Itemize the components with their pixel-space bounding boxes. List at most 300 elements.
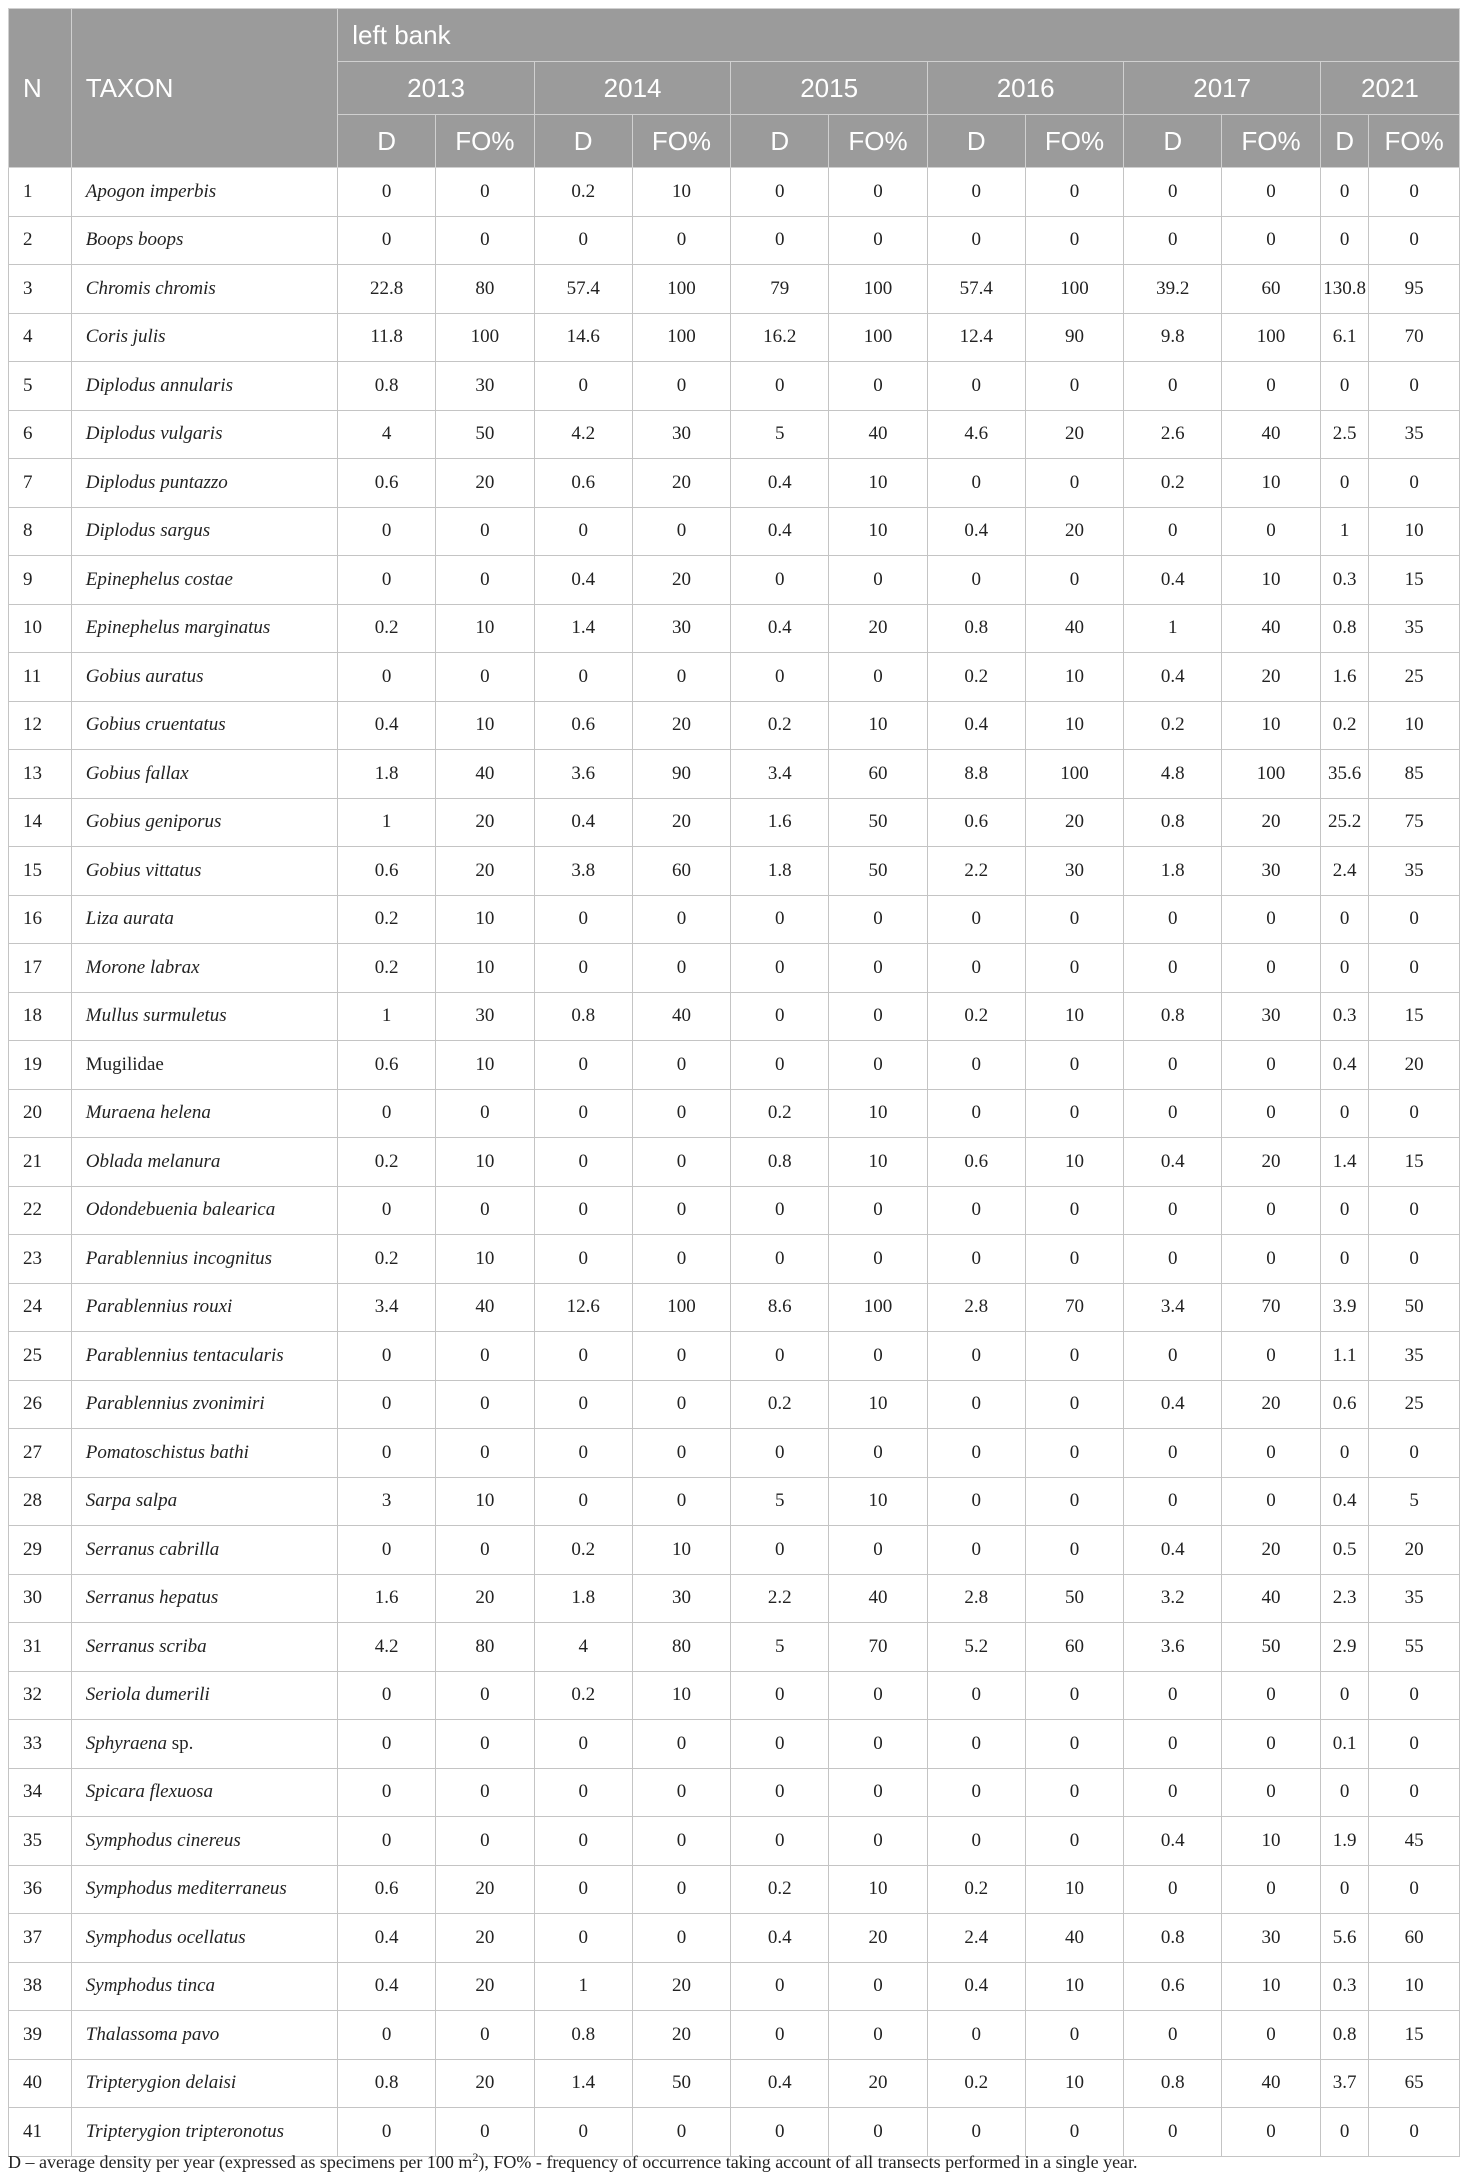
taxon-name [71, 1574, 338, 1623]
cell-d-2014: 0.6 [534, 701, 632, 750]
table-row [9, 459, 1460, 508]
taxon-name-text: Sphyraena [85, 1732, 168, 1754]
cell-d-2021: 3.9 [1320, 1283, 1368, 1332]
cell-fo-2016: 0 [1025, 1720, 1124, 1769]
cell-fo-2021: 15 [1369, 2011, 1460, 2060]
cell-d-2015: 0 [731, 1526, 829, 1575]
cell-fo-2016: 0 [1025, 362, 1124, 411]
cell-d-2014: 0 [534, 1380, 632, 1429]
cell-fo-2013: 80 [436, 265, 535, 314]
header-year-2017: 2017 [1124, 62, 1321, 115]
cell-d-2015: 5 [731, 410, 829, 459]
cell-fo-2014: 20 [632, 1962, 731, 2011]
taxon-name [71, 1283, 338, 1332]
cell-d-2016: 2.2 [927, 847, 1025, 896]
table-body [9, 168, 1460, 2157]
cell-fo-2014: 30 [632, 1574, 731, 1623]
cell-fo-2013: 0 [436, 1671, 535, 1720]
cell-d-2013: 0.6 [338, 1041, 436, 1090]
row-number: 32 [9, 1671, 72, 1720]
table-row [9, 1089, 1460, 1138]
cell-fo-2016: 0 [1025, 944, 1124, 993]
cell-d-2021: 0 [1320, 216, 1368, 265]
cell-d-2017: 0 [1124, 1865, 1222, 1914]
cell-fo-2014: 80 [632, 1623, 731, 1672]
row-number: 10 [9, 604, 72, 653]
cell-d-2017: 0 [1124, 1041, 1222, 1090]
table-row [9, 895, 1460, 944]
cell-fo-2021: 20 [1369, 1041, 1460, 1090]
cell-fo-2014: 0 [632, 1865, 731, 1914]
cell-fo-2014: 20 [632, 798, 731, 847]
cell-d-2016: 0 [927, 1817, 1025, 1866]
cell-d-2017: 0 [1124, 1235, 1222, 1284]
header-fo-2013: FO% [436, 115, 535, 168]
table-row [9, 265, 1460, 314]
cell-d-2014: 0 [534, 1477, 632, 1526]
cell-fo-2013: 40 [436, 1283, 535, 1332]
taxon-name [71, 1089, 338, 1138]
cell-fo-2014: 30 [632, 410, 731, 459]
taxon-name [71, 1429, 338, 1478]
taxon-name-text: Diplodus vulgaris [85, 423, 223, 445]
cell-fo-2013: 10 [436, 1041, 535, 1090]
cell-d-2014: 1.8 [534, 1574, 632, 1623]
cell-fo-2021: 20 [1369, 1526, 1460, 1575]
cell-d-2017: 3.6 [1124, 1623, 1222, 1672]
cell-fo-2017: 50 [1222, 1623, 1321, 1672]
cell-d-2015: 16.2 [731, 313, 829, 362]
row-number: 39 [9, 2011, 72, 2060]
cell-d-2014: 0 [534, 216, 632, 265]
cell-d-2016: 0 [927, 168, 1025, 217]
cell-fo-2017: 30 [1222, 847, 1321, 896]
cell-fo-2017: 20 [1222, 1138, 1321, 1187]
cell-fo-2021: 35 [1369, 1332, 1460, 1381]
cell-d-2013: 0 [338, 1768, 436, 1817]
cell-fo-2014: 0 [632, 1380, 731, 1429]
cell-d-2016: 0 [927, 216, 1025, 265]
cell-d-2015: 0 [731, 1235, 829, 1284]
taxon-name [71, 1477, 338, 1526]
cell-d-2014: 0.4 [534, 556, 632, 605]
cell-d-2015: 2.2 [731, 1574, 829, 1623]
footnote-text-1: D – average density per year (expressed as specimens per 100 m [8, 2152, 473, 2172]
cell-fo-2014: 20 [632, 556, 731, 605]
cell-fo-2016: 0 [1025, 1477, 1124, 1526]
cell-d-2021: 0 [1320, 1089, 1368, 1138]
cell-fo-2016: 10 [1025, 1138, 1124, 1187]
cell-d-2016: 12.4 [927, 313, 1025, 362]
cell-d-2015: 0.2 [731, 1089, 829, 1138]
cell-fo-2015: 20 [829, 2059, 928, 2108]
cell-d-2017: 0 [1124, 362, 1222, 411]
cell-d-2014: 0 [534, 1817, 632, 1866]
cell-d-2016: 0 [927, 1526, 1025, 1575]
table-row [9, 1380, 1460, 1429]
taxon-name-text: Tripterygion tripteronotus [85, 2120, 285, 2142]
cell-fo-2016: 0 [1025, 1671, 1124, 1720]
cell-d-2016: 0.2 [927, 1865, 1025, 1914]
cell-fo-2015: 0 [829, 556, 928, 605]
cell-fo-2013: 10 [436, 1138, 535, 1187]
cell-fo-2013: 0 [436, 2011, 535, 2060]
cell-fo-2015: 10 [829, 701, 928, 750]
cell-fo-2021: 0 [1369, 2108, 1460, 2157]
taxon-name [71, 410, 338, 459]
taxon-name-text: Parablennius rouxi [85, 1296, 233, 1318]
cell-fo-2013: 20 [436, 1865, 535, 1914]
cell-fo-2017: 0 [1222, 1041, 1321, 1090]
row-number: 27 [9, 1429, 72, 1478]
taxon-name-text: Apogon imperbis [85, 180, 217, 202]
cell-fo-2021: 0 [1369, 1089, 1460, 1138]
taxon-name [71, 1186, 338, 1235]
cell-fo-2015: 0 [829, 1526, 928, 1575]
cell-d-2013: 0 [338, 1671, 436, 1720]
cell-d-2017: 0 [1124, 1720, 1222, 1769]
cell-d-2021: 2.5 [1320, 410, 1368, 459]
cell-d-2016: 0 [927, 944, 1025, 993]
cell-d-2014: 0.8 [534, 992, 632, 1041]
cell-d-2015: 0 [731, 2108, 829, 2157]
cell-fo-2017: 40 [1222, 604, 1321, 653]
cell-d-2021: 0.3 [1320, 992, 1368, 1041]
cell-d-2016: 0 [927, 2108, 1025, 2157]
row-number: 35 [9, 1817, 72, 1866]
cell-fo-2013: 0 [436, 1089, 535, 1138]
taxon-name-text: Symphodus cinereus [85, 1829, 241, 1851]
cell-fo-2014: 0 [632, 1138, 731, 1187]
table-row [9, 1671, 1460, 1720]
cell-d-2021: 0 [1320, 1186, 1368, 1235]
table-row [9, 992, 1460, 1041]
cell-fo-2013: 100 [436, 313, 535, 362]
row-number: 21 [9, 1138, 72, 1187]
taxon-name [71, 362, 338, 411]
cell-fo-2015: 0 [829, 362, 928, 411]
cell-fo-2021: 10 [1369, 507, 1460, 556]
cell-d-2013: 22.8 [338, 265, 436, 314]
cell-d-2016: 57.4 [927, 265, 1025, 314]
cell-fo-2017: 0 [1222, 216, 1321, 265]
cell-fo-2014: 0 [632, 1186, 731, 1235]
cell-fo-2021: 0 [1369, 459, 1460, 508]
cell-fo-2016: 0 [1025, 459, 1124, 508]
taxon-name-text: Parablennius incognitus [85, 1247, 273, 1269]
taxon-name-text: Parablennius tentacularis [85, 1344, 284, 1366]
table-row [9, 2011, 1460, 2060]
cell-d-2021: 2.9 [1320, 1623, 1368, 1672]
cell-d-2016: 0 [927, 1380, 1025, 1429]
cell-fo-2015: 40 [829, 1574, 928, 1623]
taxon-name [71, 847, 338, 896]
cell-fo-2013: 80 [436, 1623, 535, 1672]
cell-fo-2014: 30 [632, 604, 731, 653]
cell-d-2015: 0 [731, 362, 829, 411]
cell-d-2016: 0.6 [927, 1138, 1025, 1187]
cell-d-2015: 0 [731, 1041, 829, 1090]
table-row [9, 362, 1460, 411]
cell-d-2021: 0.2 [1320, 701, 1368, 750]
taxon-name-text: Mugilidae [85, 1053, 164, 1075]
cell-d-2014: 0.8 [534, 2011, 632, 2060]
cell-fo-2013: 0 [436, 1720, 535, 1769]
cell-d-2014: 0.4 [534, 798, 632, 847]
table-row [9, 410, 1460, 459]
cell-fo-2013: 0 [436, 1332, 535, 1381]
cell-d-2013: 11.8 [338, 313, 436, 362]
header-d-2016: D [927, 115, 1025, 168]
cell-fo-2016: 0 [1025, 2108, 1124, 2157]
taxon-name-text: Symphodus tinca [85, 1975, 216, 1997]
cell-d-2017: 0.4 [1124, 1817, 1222, 1866]
cell-fo-2016: 10 [1025, 653, 1124, 702]
row-number: 28 [9, 1477, 72, 1526]
taxon-name-text: Morone labrax [85, 956, 200, 978]
cell-d-2014: 1.4 [534, 2059, 632, 2108]
cell-d-2021: 0 [1320, 2108, 1368, 2157]
cell-fo-2021: 0 [1369, 1671, 1460, 1720]
cell-fo-2017: 100 [1222, 750, 1321, 799]
cell-d-2017: 0.4 [1124, 1380, 1222, 1429]
row-number: 36 [9, 1865, 72, 1914]
cell-fo-2021: 60 [1369, 1914, 1460, 1963]
cell-d-2015: 0 [731, 1671, 829, 1720]
cell-d-2013: 0.6 [338, 1865, 436, 1914]
cell-fo-2014: 0 [632, 507, 731, 556]
cell-fo-2016: 90 [1025, 313, 1124, 362]
cell-fo-2017: 20 [1222, 653, 1321, 702]
cell-fo-2015: 0 [829, 1235, 928, 1284]
cell-fo-2017: 10 [1222, 1962, 1321, 2011]
cell-fo-2016: 0 [1025, 1380, 1124, 1429]
table-row [9, 1477, 1460, 1526]
cell-d-2014: 0 [534, 1720, 632, 1769]
taxon-name [71, 992, 338, 1041]
taxon-name-text: Tripterygion delaisi [85, 2072, 237, 2094]
cell-d-2016: 2.8 [927, 1283, 1025, 1332]
cell-d-2021: 0 [1320, 1429, 1368, 1478]
cell-d-2013: 0.6 [338, 847, 436, 896]
cell-d-2014: 0 [534, 507, 632, 556]
cell-fo-2014: 0 [632, 1041, 731, 1090]
taxon-name-text: Epinephelus marginatus [85, 617, 271, 639]
taxon-name-text: Parablennius zvonimiri [85, 1393, 265, 1415]
taxon-name-text: Gobius cruentatus [85, 714, 226, 736]
cell-fo-2017: 10 [1222, 1817, 1321, 1866]
header-fo-2014: FO% [632, 115, 731, 168]
cell-d-2014: 0 [534, 1041, 632, 1090]
cell-fo-2014: 90 [632, 750, 731, 799]
cell-fo-2016: 100 [1025, 265, 1124, 314]
cell-d-2014: 1 [534, 1962, 632, 2011]
table-row [9, 1817, 1460, 1866]
row-number: 25 [9, 1332, 72, 1381]
cell-d-2017: 0 [1124, 1332, 1222, 1381]
cell-d-2015: 0.4 [731, 604, 829, 653]
table-row [9, 604, 1460, 653]
header-d-2021: D [1320, 115, 1368, 168]
cell-fo-2017: 20 [1222, 1380, 1321, 1429]
cell-d-2015: 0 [731, 1962, 829, 2011]
taxon-name-text: Diplodus annularis [85, 374, 234, 396]
cell-d-2021: 25.2 [1320, 798, 1368, 847]
taxon-name [71, 1526, 338, 1575]
taxon-name-text: Epinephelus costae [85, 568, 233, 590]
cell-fo-2014: 50 [632, 2059, 731, 2108]
header-d-2017: D [1124, 115, 1222, 168]
cell-d-2021: 0.4 [1320, 1477, 1368, 1526]
cell-fo-2017: 0 [1222, 2011, 1321, 2060]
row-number: 30 [9, 1574, 72, 1623]
row-number: 2 [9, 216, 72, 265]
cell-fo-2013: 0 [436, 1186, 535, 1235]
row-number: 16 [9, 895, 72, 944]
cell-d-2016: 5.2 [927, 1623, 1025, 1672]
cell-d-2013: 0 [338, 1429, 436, 1478]
cell-d-2014: 0 [534, 1138, 632, 1187]
cell-fo-2014: 40 [632, 992, 731, 1041]
cell-fo-2016: 0 [1025, 556, 1124, 605]
cell-d-2016: 0 [927, 1041, 1025, 1090]
taxon-name [71, 1865, 338, 1914]
cell-fo-2021: 10 [1369, 1962, 1460, 2011]
taxon-name [71, 2059, 338, 2108]
cell-d-2013: 1 [338, 798, 436, 847]
footnote-text-2: ), FO% - frequency of occurrence taking account of all transects performed in a single year. [478, 2152, 1138, 2172]
row-number: 11 [9, 653, 72, 702]
cell-d-2015: 0 [731, 895, 829, 944]
cell-d-2014: 0 [534, 1235, 632, 1284]
cell-d-2015: 0.2 [731, 1380, 829, 1429]
taxon-name-text: Oblada melanura [85, 1150, 221, 1172]
table-row [9, 1186, 1460, 1235]
table-row [9, 798, 1460, 847]
header-year-2021: 2021 [1320, 62, 1459, 115]
cell-fo-2015: 0 [829, 216, 928, 265]
cell-d-2015: 0 [731, 168, 829, 217]
row-number: 38 [9, 1962, 72, 2011]
taxon-name-text: Liza aurata [85, 908, 174, 930]
cell-d-2014: 57.4 [534, 265, 632, 314]
taxon-name [71, 895, 338, 944]
row-number: 17 [9, 944, 72, 993]
cell-fo-2016: 0 [1025, 1526, 1124, 1575]
cell-fo-2021: 35 [1369, 847, 1460, 896]
cell-d-2017: 0 [1124, 2011, 1222, 2060]
cell-fo-2015: 10 [829, 1477, 928, 1526]
row-number: 41 [9, 2108, 72, 2157]
row-number: 3 [9, 265, 72, 314]
cell-fo-2021: 45 [1369, 1817, 1460, 1866]
cell-d-2017: 0.2 [1124, 701, 1222, 750]
cell-fo-2015: 0 [829, 2108, 928, 2157]
cell-fo-2017: 0 [1222, 1865, 1321, 1914]
cell-d-2017: 0.2 [1124, 459, 1222, 508]
header-d-2014: D [534, 115, 632, 168]
table-row [9, 1283, 1460, 1332]
cell-d-2015: 0 [731, 992, 829, 1041]
row-number: 8 [9, 507, 72, 556]
cell-d-2021: 1.9 [1320, 1817, 1368, 1866]
cell-d-2014: 1.4 [534, 604, 632, 653]
cell-d-2013: 0.4 [338, 1962, 436, 2011]
cell-d-2015: 0.4 [731, 459, 829, 508]
cell-fo-2017: 40 [1222, 410, 1321, 459]
cell-d-2021: 2.4 [1320, 847, 1368, 896]
cell-fo-2014: 0 [632, 653, 731, 702]
table-row [9, 1041, 1460, 1090]
cell-d-2015: 0 [731, 944, 829, 993]
taxon-name [71, 1768, 338, 1817]
cell-fo-2013: 0 [436, 216, 535, 265]
cell-d-2013: 1 [338, 992, 436, 1041]
cell-d-2015: 0 [731, 2011, 829, 2060]
header-year-2016: 2016 [927, 62, 1124, 115]
cell-fo-2021: 0 [1369, 1235, 1460, 1284]
cell-d-2013: 0 [338, 653, 436, 702]
cell-fo-2015: 0 [829, 1186, 928, 1235]
header-fo-2017: FO% [1222, 115, 1321, 168]
cell-d-2016: 8.8 [927, 750, 1025, 799]
cell-fo-2013: 0 [436, 653, 535, 702]
cell-d-2013: 0 [338, 556, 436, 605]
cell-fo-2021: 5 [1369, 1477, 1460, 1526]
cell-fo-2016: 0 [1025, 895, 1124, 944]
cell-d-2016: 0 [927, 1235, 1025, 1284]
cell-fo-2014: 20 [632, 701, 731, 750]
cell-fo-2013: 20 [436, 1962, 535, 2011]
row-number: 29 [9, 1526, 72, 1575]
cell-fo-2013: 10 [436, 701, 535, 750]
header-year-2015: 2015 [731, 62, 928, 115]
cell-d-2021: 1.6 [1320, 653, 1368, 702]
cell-fo-2021: 15 [1369, 992, 1460, 1041]
cell-fo-2021: 0 [1369, 362, 1460, 411]
cell-fo-2013: 0 [436, 1768, 535, 1817]
cell-d-2016: 4.6 [927, 410, 1025, 459]
cell-d-2014: 0.2 [534, 1526, 632, 1575]
cell-fo-2017: 0 [1222, 944, 1321, 993]
cell-fo-2013: 20 [436, 847, 535, 896]
cell-fo-2021: 65 [1369, 2059, 1460, 2108]
cell-d-2021: 0.1 [1320, 1720, 1368, 1769]
cell-d-2017: 0.6 [1124, 1962, 1222, 2011]
cell-fo-2013: 0 [436, 168, 535, 217]
cell-fo-2013: 10 [436, 895, 535, 944]
cell-d-2013: 4.2 [338, 1623, 436, 1672]
cell-fo-2017: 0 [1222, 362, 1321, 411]
cell-d-2013: 0 [338, 1089, 436, 1138]
cell-fo-2017: 0 [1222, 1235, 1321, 1284]
cell-fo-2017: 40 [1222, 2059, 1321, 2108]
cell-d-2013: 0.2 [338, 604, 436, 653]
cell-fo-2016: 0 [1025, 1429, 1124, 1478]
cell-d-2016: 0 [927, 1720, 1025, 1769]
cell-d-2015: 0 [731, 1768, 829, 1817]
cell-d-2016: 2.8 [927, 1574, 1025, 1623]
cell-d-2021: 0.3 [1320, 1962, 1368, 2011]
cell-fo-2017: 60 [1222, 265, 1321, 314]
table-row [9, 1429, 1460, 1478]
cell-d-2015: 8.6 [731, 1283, 829, 1332]
cell-d-2021: 0.4 [1320, 1041, 1368, 1090]
table-row [9, 847, 1460, 896]
cell-d-2014: 0 [534, 1914, 632, 1963]
table-row [9, 1962, 1460, 2011]
table-row [9, 2059, 1460, 2108]
